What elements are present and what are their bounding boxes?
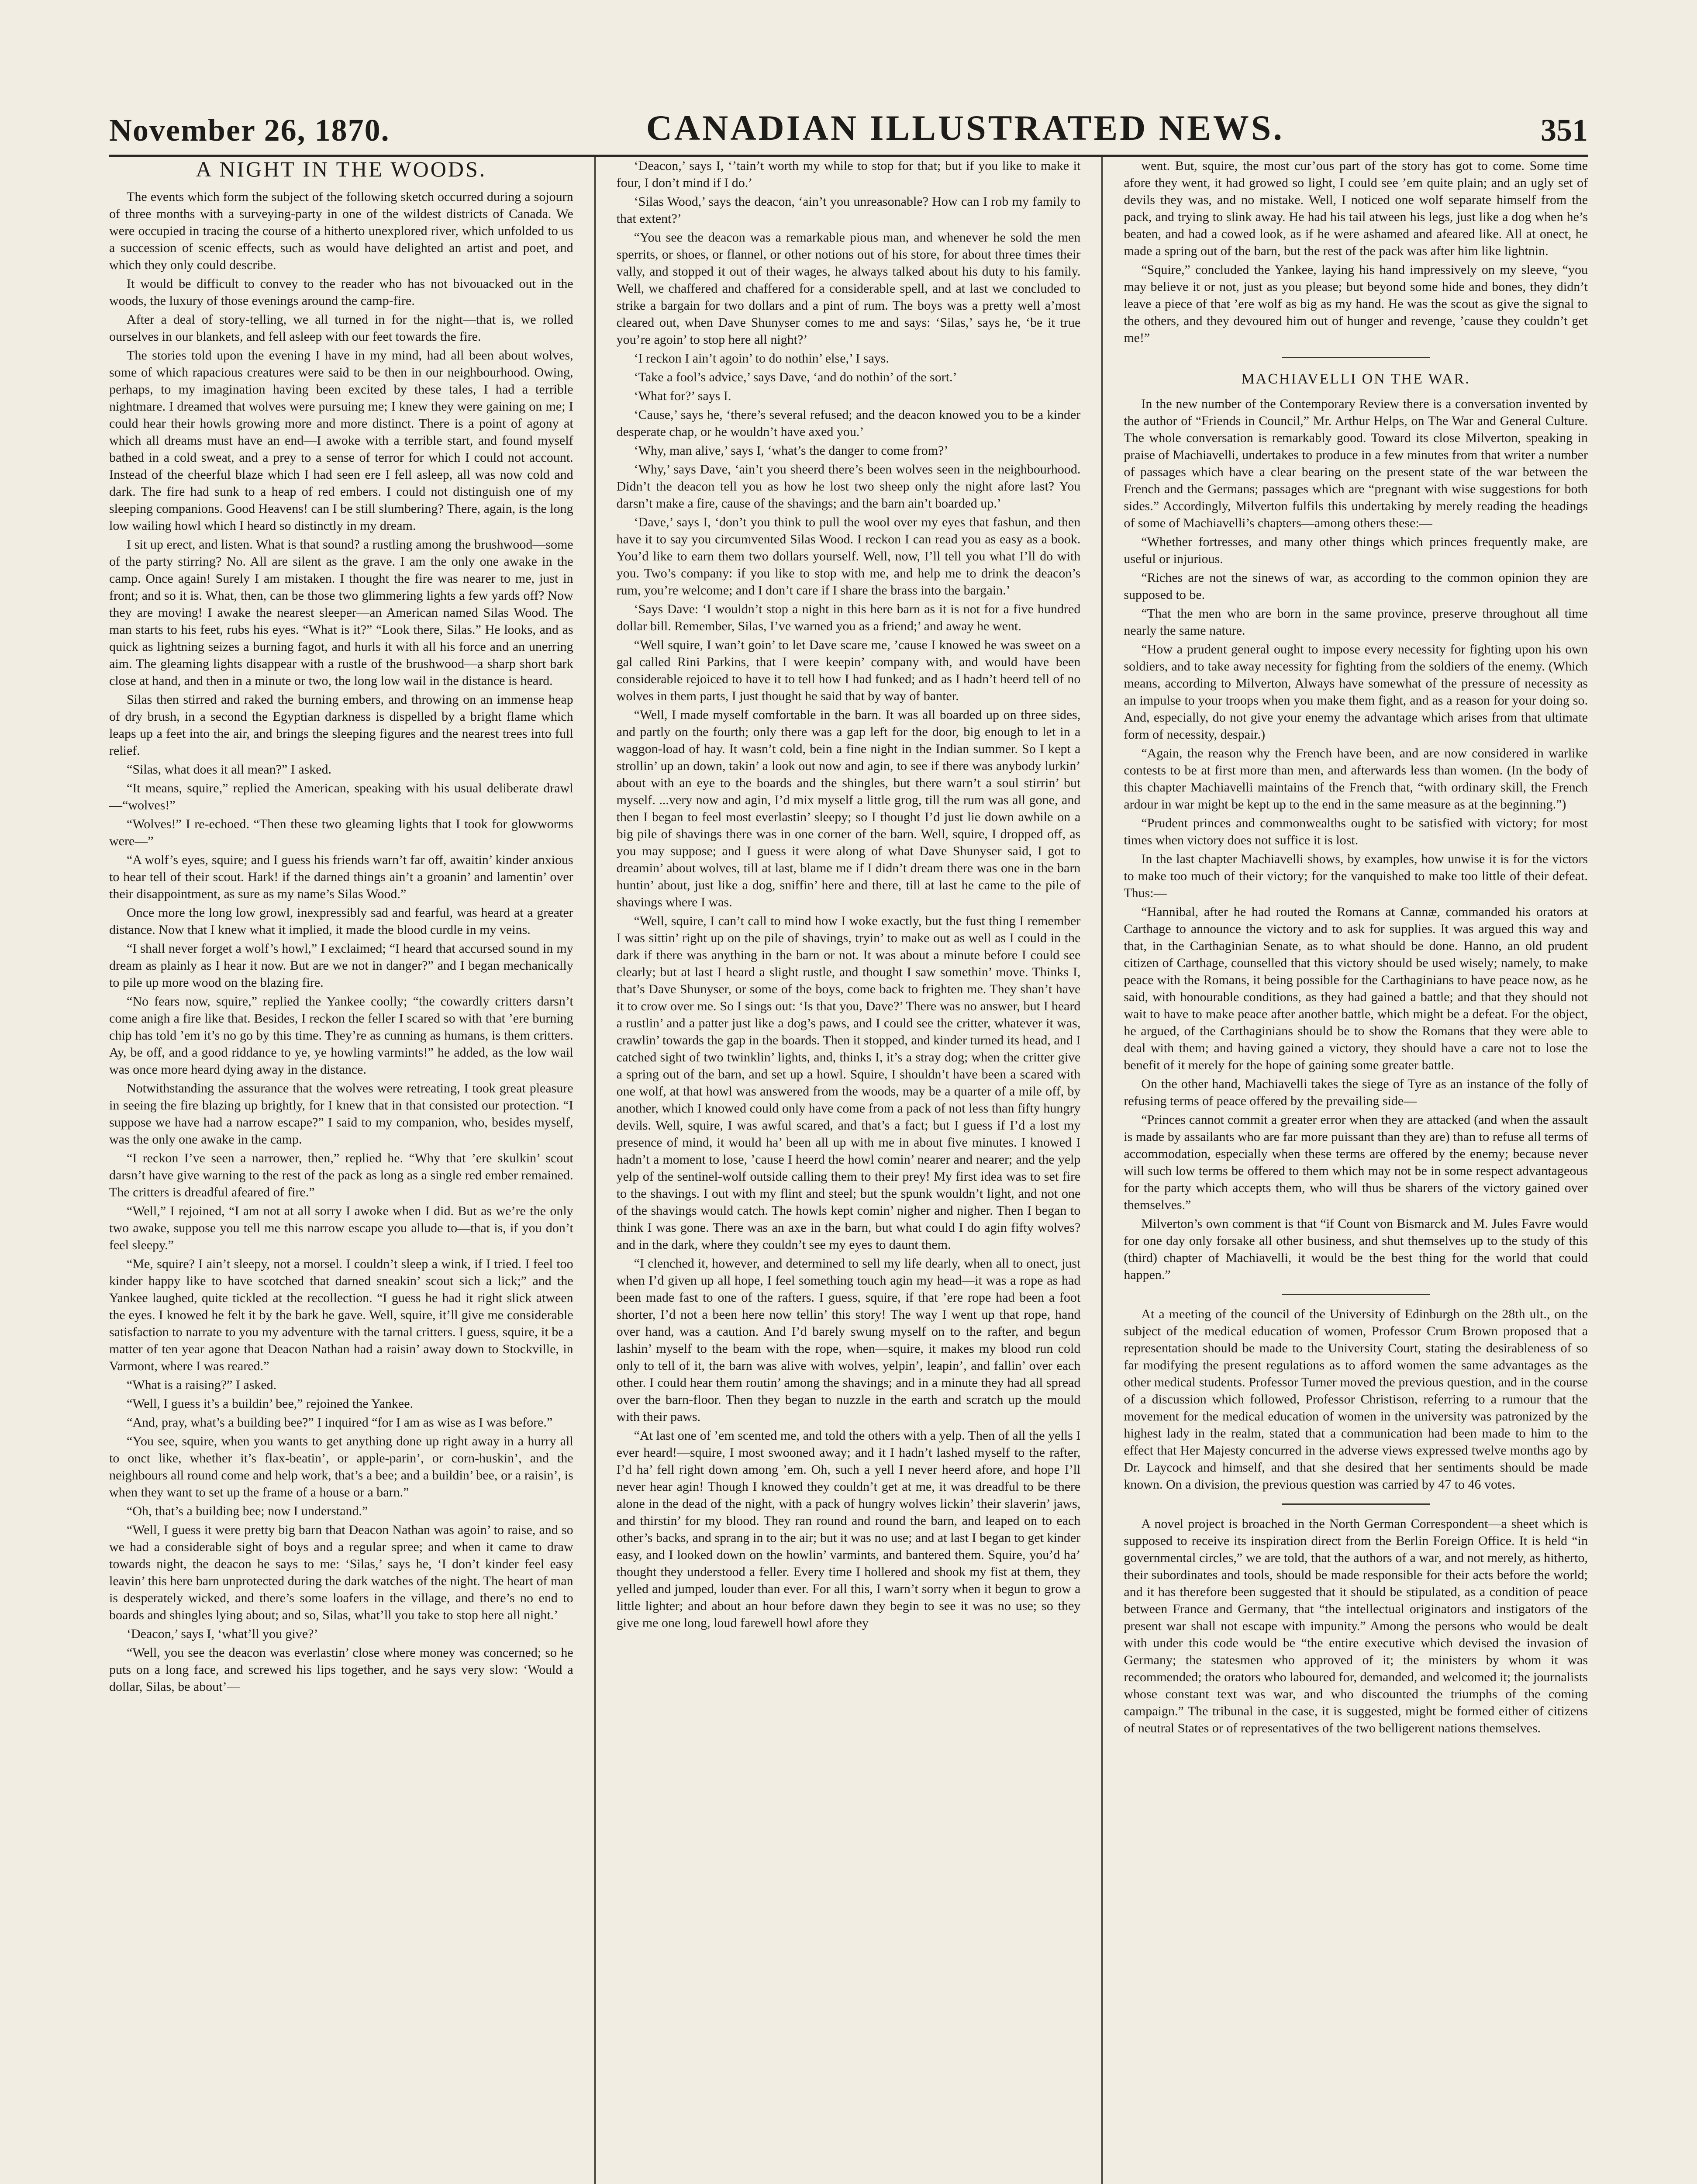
publication-title: CANADIAN ILLUSTRATED NEWS.: [646, 108, 1284, 148]
section-divider: [1282, 357, 1430, 358]
machiavelli-article: [1124, 395, 1588, 1283]
machiavelli-heading: MACHIAVELLI ON THE WAR.: [1241, 371, 1470, 387]
paragraph: “Me, squire? I ain’t sleepy, not a morsel. I couldn’t sleep a wink, if I tried. I feel too kinder happy like to have scotched that darned sneakin’ scout sich a lick;” and the Yankee laughed, quite tickled at the recollection. “I guess he had it right slick atween the eyes. I knowed he felt it by the bark he gave. Well, squire, it’ll give me considerable satisfaction to narrate to you my adventure with the tarnal critters. I guess, squire, it be a matter of ten year agone that Deacon Nathan had a raisin’ away down to Stockville, in Varmont, where I was reared.”: [109, 1257, 573, 1373]
paragraph: ‘Why,’ says Dave, ‘ain’t you sheerd there’s been wolves seen in the neighbourhood. Didn’t the deacon tell you as how he lost two sheep only the night afore last? You darsn’t make a fire, cause of the shavings; and the barn ain’t boarded up.’: [616, 462, 1081, 511]
paragraph: went. But, squire, the most cur’ous part of the story has got to come. Some time afore they went, it had growed so light, I could see ’em quite plain; and an ugly set of devils they was, and no mistake. Well, I noticed one wolf separate himself from the pack, and trying to slink away. He had his tail atween his legs, just like a dog when he’s beaten, and had a cowed look, as if he were ashamed and afeared like. All at onect, he made a spring out of the barn, but the rest of the pack was after him like lightnin.: [1124, 159, 1588, 258]
paragraph: ‘Deacon,’ says I, ‘’tain’t worth my while to stop for that; but if you like to make it four, I don’t mind if I do.’: [616, 159, 1081, 190]
paragraph: ‘Cause,’ says he, ‘there’s several refused; and the deacon knowed you to be a kinder desperate chap, or he wouldn’t have axed you.’: [616, 408, 1081, 439]
paragraph: “A wolf’s eyes, squire; and I guess his friends warn’t far off, awaitin’ kinder anxious to hear tell of their scout. Hark! if the darned things ain’t a groanin’ and lamentin’ over their disappointment, as sure as my name’s Silas Wood.”: [109, 853, 573, 901]
paragraph: It would be difficult to convey to the reader who has not bivouacked out in the woods, the luxury of those evenings around the camp-fire.: [109, 276, 573, 308]
paragraph: “Riches are not the sinews of war, as according to the common opinion they are supposed to be.: [1124, 570, 1588, 602]
paragraph: ‘Why, man alive,’ says I, ‘what’s the danger to come from?’: [634, 443, 949, 458]
article-columns: [109, 157, 1588, 2184]
paragraph: “Prudent princes and commonwealths ought to be satisfied with victory; for most times when victory does not suffice it is lost.: [1124, 816, 1588, 847]
paragraph: The stories told upon the evening I have in my mind, had all been about wolves, some of which rapacious creatures were said to be then in our neighbourhood. Owing, perhaps, to my imagination having been excited by these tales, I had a terrible nightmare. I dreamed that wolves were pursuing me; I knew they were gaining on me; I could hear their howls growing more and more distinct. There is a point of agony at which all dreams must have an end—I awoke with a terrible start, and found myself bathed in a cold sweat, and a prey to a sense of terror for which I could not account. Instead of the cheerful blaze which I had seen ere I fell asleep, all was now cold and dark. The fire had sunk to a heap of red embers. I could not distinguish one of my sleeping companions. Good Heavens! can I be still slumbering? There, again, is the long low wailing howl which I heard so distinctly in my dream.: [109, 348, 573, 533]
paragraph: “Well, squire, I can’t call to mind how I woke exactly, but the fust thing I remember I was sittin’ right up on the pile of shavings, tryin’ to make out as well as I could in the dark if there was anything in the barn or not. It was about a minute before I could see clearly; but at last I heard a slight rustle, and thought I saw somethin’ move. Thinks I, that’s Dave Shunyser, or some of the boys, come back to frighten me. They shan’t have it to crow over me. So I sings out: ‘Is that you, Dave?’ There was no answer, but I heard a rustlin’ and a patter just like a dog’s paws, and I could see the critter, whatever it was, crawlin’ towards the gap in the boards. Then it stopped, and kinder turned its head, and I catched sight of two twinklin’ lights, and, thinks I, it’s a stray dog; when the critter give a spring out of the barn, and set up a howl. Squire, I shouldn’t have been a scared with one wolf, at that howl was answered from the woods, may be a quarter of a mile off, by another, which I knowed could only have come from a pack of not less than fifty hungry devils. Well, squire, I was awful scared, and that’s a fact; but I guess if I’d a lost my presence of mind, it would ha’ been all up with me in about five minutes. I knowed I hadn’t a moment to lose, ’cause I heerd the howl comin’ nearer and nearer; and the yelp yelp of the sentinel-wolf outside calling them to their prey! My first idea was to set fire to the shavings. I out with my flint and steel; but the spunk wouldn’t light, and not one of the shavings would catch. The howls kept comin’ nigher and nigher. Then I began to think I was gone. There was an axe in the barn, but what could I do agin fifty wolves? and in the dark, where they couldn’t see my eyes to daunt them.: [616, 914, 1081, 1252]
paragraph: ‘Take a fool’s advice,’ says Dave, ‘and do nothin’ of the sort.’: [634, 370, 957, 384]
paragraph: “That the men who are born in the same province, preserve throughout all time nearly the same nature.: [1124, 606, 1588, 638]
paragraph: ‘Dave,’ says I, ‘don’t you think to pull the wool over my eyes that fashun, and then have it to say you circumvented Silas Wood. I reckon I can read you as easy as a book. You’d like to earn them two dollars yourself. Well, now, I’ll tell you what I’ll do with you. Two’s company: if you like to stop with me, and help me to drink the deacon’s rum, you’re welcome; and I don’t care if I share the brass into the bargain.’: [616, 515, 1081, 598]
paragraph: “Well, I guess it were pretty big barn that Deacon Nathan was agoin’ to raise, and so we had a considerable sight of boys and a regular spree; and when it came to draw towards night, the deacon he says to me: ‘Silas,’ says he, ‘I don’t kinder feel easy leavin’ this here barn unprotected during the dark watches of the night. The heart of man is desperately wicked, and there’s some loafers in the village, and there’s no end to boards and shingles lying about; and so, Silas, what’ll you take to stop here all night.’: [109, 1523, 573, 1622]
paragraph: In the new number of the Contemporary Review there is a conversation invented by the author of “Friends in Council,” Mr. Arthur Helps, on The War and General Culture. The whole conversation is remarkably good. Toward its close Milverton, speaking in praise of Machiavelli, undertakes to produce in a few minutes from that writer a number of passages which have a clear bearing on the present state of the war between the French and the Germans; passages which are “pregnant with wise suggestions for both sides.” Accordingly, Milverton fulfils this undertaking by merely reading the headings of some of Machiavelli’s chapters—among others these:—: [1124, 397, 1588, 530]
paragraph: “Hannibal, after he had routed the Romans at Cannæ, commanded his orators at Carthage to announce the victory and to ask for supplies. It was argued this way and that, in the Carthaginian Senate, as to what should be done. Hanno, an old prudent citizen of Carthage, counselled that this victory should be used wisely; namely, to make peace with the Romans, it being possible for the Carthaginians to have peace now, as he said, with honourable conditions, as they had gained a battle; and that they should not wait to have to make peace after another battle, which might be a defeat. For the object, he argued, of the Carthaginians should be to show the Romans that they were able to deal with them; and having gained a victory, they should have a care not to lose the benefit of it merely for the hope of gaining some greater battle.: [1124, 905, 1588, 1072]
tribunal-item: [1124, 1515, 1588, 1737]
paragraph: “I shall never forget a wolf’s howl,” I exclaimed; “I heard that accursed sound in my dream as plainly as I hear it now. But are we not in danger?” and I began mechanically to pile up more wood on the blazing fire.: [109, 941, 573, 990]
paragraph: “And, pray, what’s a building bee?” I inquired “for I am as wise as I was before.”: [127, 1415, 553, 1430]
paragraph: “How a prudent general ought to impose every necessity for fighting upon his own soldiers, and to take away necessity for fighting from the soldiers of the enemy. (Which means, according to Milverton, Always have somewhat of the pressure of necessity as an impulse to your troops when you make them fight, and as a reason for your doing so. And, especially, do not give your enemy the advantage which arises from that ultimate form of necessity, despair.): [1124, 642, 1588, 742]
paragraph: The events which form the subject of the following sketch occurred during a sojourn of three months with a surveying-party in one of the wildest districts of Canada. We were occupied in tracing the course of a hitherto unexplored river, which unfolded to us a succession of scenic effects, such as would have delighted an artist and poet, and which they only could describe.: [109, 190, 573, 272]
paragraph: Notwithstanding the assurance that the wolves were retreating, I took great pleasure in seeing the fire blazing up brightly, for I knew that in that consisted our protection. “I suppose we have had a narrow escape?” I said to my companion, who, besides myself, was the only one awake in the camp.: [109, 1081, 573, 1147]
paragraph: “Oh, that’s a building bee; now I understand.”: [127, 1504, 368, 1518]
paragraph: ‘Deacon,’ says I, ‘what’ll you give?’: [127, 1627, 318, 1641]
paragraph: “Whether fortresses, and many other things which princes frequently make, are useful or injurious.: [1124, 535, 1588, 566]
paragraph: “Well, I guess it’s a buildin’ bee,” rejoined the Yankee.: [127, 1396, 414, 1411]
paragraph: Milverton’s own comment is that “if Count von Bismarck and M. Jules Favre would for one day only forsake all other business, and shut themselves up to the study of this (third) chapter of Machiavelli, it would be the best thing for the world that could happen.”: [1124, 1216, 1588, 1282]
paragraph: “It means, squire,” replied the American, speaking with his usual deliberate drawl—“wolves!”: [109, 781, 573, 812]
paragraph: In the last chapter Machiavelli shows, by examples, how unwise it is for the victors to make too much of their victory; for the vanquished to make too little of their defeat. Thus:—: [1124, 852, 1588, 900]
column-3: [1101, 157, 1588, 2184]
paragraph: “I reckon I’ve seen a narrower, then,” replied he. “Why that ’ere skulkin’ scout darsn’t have give warning to the rest of the pack as long as a single red ember remained. The critters is dreadful afeared of fire.”: [109, 1151, 573, 1199]
column-1: [109, 157, 594, 2184]
paragraph: Once more the long low growl, inexpressibly sad and fearful, was heard at a greater distance. Now that I knew what it implied, it made the blood curdle in my veins.: [109, 905, 573, 937]
paragraph: At a meeting of the council of the University of Edinburgh on the 28th ult., on the subject of the medical education of women, Professor Crum Brown proposed that a representation should be made to the University Court, stating the desirableness of so far modifying the present regulations as to afford women the same advantages as the other medical students. Professor Turner moved the previous question, and in the course of a discussion which followed, Professor Christison, referring to a rumour that the movement for the medical education of women in the university was patronized by the highest lady in the realm, stated that a communication had been made to him to the effect that Her Majesty concurred in the adverse views expressed twelve months ago by Dr. Laycock and himself, and that she desired that her sentiments should be made known. On a division, the previous question was carried by 47 to 46 votes.: [1124, 1307, 1588, 1492]
paragraph: “At last one of ’em scented me, and told the others with a yelp. Then of all the yells I ever heard!—squire, I most swooned away; and it I hadn’t lashed myself to the rafter, I’d ha’ fell right down among ’em. Oh, such a yell I never heerd afore, and hope I’ll never hear agin! Though I knowed they couldn’t get at me, it was dreadful to be there alone in the dead of the night, with a pack of hungry wolves lickin’ their slaverin’ jaws, and thirstin’ for my blood. They ran round and round the barn, and leaped on to each other’s backs, and sprang in to the air; but it was no use; and at last I began to get kinder easy, and I looked down on the howlin’ varmints, and bantered them. Squire, you’d ha’ thought they understood a feller. Every time I hollered and shook my fist at them, they yelled and jumped, louder than ever. For all this, I warn’t sorry when it begun to grow a little lighter; and about an hour before dawn they begin to see it was no use; so they give me one long, loud farewell howl afore they: [616, 1428, 1081, 1630]
paragraph: “Well,” I rejoined, “I am not at all sorry I awoke when I did. But as we’re the only two awake, suppose you tell me this narrow escape you allude to—that is, if you don’t feel sleepy.”: [109, 1204, 573, 1252]
paragraph: A novel project is broached in the North German Correspondent—a sheet which is supposed to receive its inspiration direct from the Berlin Foreign Office. It is held “in governmental circles,” we are told, that the authors of a war, and not merely, as hitherto, their subordinates and tools, should be made responsible for their acts before the world; and it has therefore been suggested that it should be stipulated, as a condition of peace between France and Germany, that “the intellectual originators and instigators of the present war shall not escape with impunity.” Among the persons who would be dealt with under this code would be “the entire executive which devised the invasion of Germany; the statesmen who approved of it; the ministers by whom it was recommended; the orators who laboured for, demanded, and welcomed it; the journalists whose constant text was war, and who discounted the triumphs of the coming campaign.” The tribunal in the case, it is suggested, might be formed either of citizens of neutral States or of representatives of the two belligerent nations themselves.: [1124, 1517, 1588, 1735]
paragraph: ‘Says Dave: ‘I wouldn’t stop a night in this here barn as it is not for a five hundred dollar bill. Remember, Silas, I’ve warned you as a friend;’ and away he went.: [616, 602, 1081, 633]
paragraph: ‘What for?’ says I.: [634, 389, 731, 403]
story-body-part-1: [109, 188, 573, 1695]
column-2: [594, 157, 1102, 2184]
paragraph: “You see the deacon was a remarkable pious man, and whenever he sold the men sperrits, or shoes, or flannel, or other notions out of his store, for about three times their vally, and stopped it out of their wages, he always talked about his duty to his family. Well, we chaffered and chaffered for a considerable spell, and at last we concluded to strike a bargain for two dollars and a pint of rum. The boys was a pretty well a’most cleared out, when Dave Shunyser comes to me and says: ‘Silas,’ says he, ‘be it true you’re agoin’ to stop here all night?’: [616, 230, 1081, 347]
paragraph: I sit up erect, and listen. What is that sound? a rustling among the brushwood—some of the party stirring? No. All are silent as the grave. I am the only one awake in the camp. Once again! Surely I am mistaken. I thought the fire was nearer to me, just in front; and so it is. What, then, can be those two glimmering lights a few yards off? Now they are moving! I awake the nearest sleeper—an American named Silas Wood. The man starts to his feet, rubs his eyes. “What is it?” “Look there, Silas.” He looks, and as quick as lightning seizes a burning fagot, and hurls it with all his force and an unerring aim. The gleaming lights disappear with a rustle of the brushwood—a sharp short bark close at hand, and then in a minute or two, the long low wail in the distance is heard.: [109, 537, 573, 688]
paragraph: On the other hand, Machiavelli takes the siege of Tyre as an instance of the folly of refusing terms of peace offered by the prevailing side—: [1124, 1077, 1588, 1108]
section-divider: [1282, 1503, 1430, 1505]
paragraph: “Well squire, I wan’t goin’ to let Dave scare me, ’cause I knowed he was sweet on a gal called Rini Parkins, that I were keepin’ company with, and would have been considerable rejoiced to have it to tell how I had funked; and as I hadn’t heerd tell of no wolves in them parts, I just thought he said that by way of banter.: [616, 638, 1081, 703]
paragraph: After a deal of story-telling, we all turned in for the night—that is, we rolled ourselves in our blankets, and fell asleep with our feet towards the fire.: [109, 312, 573, 344]
story-body-part-2: [617, 157, 1081, 1631]
paragraph: “Silas, what does it all mean?” I asked.: [127, 762, 332, 777]
paragraph: “What is a raising?” I asked.: [127, 1378, 277, 1392]
page-number: 351: [1541, 113, 1588, 148]
paragraph: ‘I reckon I ain’t agoin’ to do nothin’ else,’ I says.: [634, 351, 889, 366]
paragraph: “Princes cannot commit a greater error when they are attacked (and when the assault is made by assailants who are far more puissant than they are) than to refuse all terms of accommodation, especially when these terms are offered by the enemy; because never will such low terms be offered to them which may not be in some respect advantageous for the party which accepts them, who will thus be sharers of the victory gained over themselves.”: [1124, 1113, 1588, 1212]
paragraph: “You see, squire, when you wants to get anything done up right away in a hurry all to onct like, whether it’s flax-beatin’, or apple-parin’, or corn-huskin’, and the neighbours all round come and help work, that’s a bee; and a buildin’ bee, or a raisin’, is when they want to set up the frame of a house or a barn.”: [109, 1434, 573, 1500]
paragraph: “Well, you see the deacon was everlastin’ close where money was concerned; so he puts on a long face, and screwed his lips together, and he says very slow: ‘Would a dollar, Silas, be about’—: [109, 1645, 573, 1694]
paragraph: “Wolves!” I re-echoed. “Then these two gleaming lights that I took for glowworms were—”: [109, 817, 573, 848]
section-divider: [1282, 1294, 1430, 1295]
paragraph: “I clenched it, however, and determined to sell my life dearly, when all to onect, just when I’d given up all hope, I feel something touch agin my head—it was a rope as had been made fast to one of the rafters. I guess, squire, if that ’ere rope had been a foot shorter, I’d not a been here now tellin’ this story! The way I went up that rope, hand over hand, was a caution. And I’d barely swung myself on to the rafter, and begun lashin’ myself to the beam with the rope, when—squire, it makes my blood run cold only to tell of it, the barn was alive with wolves, yelpin’, leapin’, and fallin’ over each other. I could hear them routin’ among the shavings; and in a minute they had all spread over the barn-floor. Then they began to nuzzle in the earth and scratch up the mould with their paws.: [616, 1256, 1081, 1424]
paragraph: “No fears now, squire,” replied the Yankee coolly; “the cowardly critters darsn’t come anigh a fire like that. Besides, I reckon the feller I scared so with that ’ere burning chip has told ’em it’s no go by this time. They’re as cunning as humans, is them critters. Ay, be off, and a good riddance to ye, ye howling varmints!” he added, as the low wail was once more heard dying away in the distance.: [109, 994, 573, 1077]
masthead: [109, 100, 1588, 157]
issue-date: November 26, 1870.: [109, 113, 390, 148]
story-headline: A NIGHT IN THE WOODS.: [196, 157, 487, 181]
story-conclusion: [1124, 157, 1588, 346]
paragraph: “Again, the reason why the French have been, and are now considered in warlike contests to be at first more than men, and afterwards less than women. (In the body of this chapter Machiavelli maintains of the French that, “with ordinary skill, the French ardour in war might be kept up to the end in the same measure as at the beginning.”): [1124, 746, 1588, 812]
edinburgh-item: [1124, 1306, 1588, 1493]
paragraph: Silas then stirred and raked the burning embers, and throwing on an immense heap of dry brush, in a second the Egyptian darkness is dispelled by a bright flame which leaps up a feet into the air, and brings the sleeping figures and the nearest trees into full relief.: [109, 692, 573, 758]
paragraph: “Well, I made myself comfortable in the barn. It was all boarded up on three sides, and partly on the fourth; only there was a gap left for the door, big enough to let in a waggon-load of hay. It wasn’t cold, bein a fine night in the Indian summer. So I kept a strollin’ up an down, takin’ a look out now and agin, to see if there was anybody lurkin’ about with an eye to the boards and the shingles, but there warn’t a soul stirrin’ but myself. ...very now and agin, I’d mix myself a little grog, till the rum was all gone, and then I began to feel most everlastin’ sleepy; so I thought I’d just lie down awhile on a big pile of shavings there was in one corner of the barn. Well, squire, I dropped off, as you may suppose; and I guess it were along of what Dave Shunyser said, I got to dreamin’ about wolves, till at last, blame me if I didn’t dream there was one in the barn huntin’ about, just like a dog, sniffin’ here and there, till at last he came to the pile of shavings where I was.: [616, 708, 1081, 909]
paragraph: “Squire,” concluded the Yankee, laying his hand impressively on my sleeve, “you may believe it or not, just as you please; but beyond some hide and bones, they didn’t leave a piece of that ’ere wolf as big as my hand. He was the scout as give the signal to the others, and they devoured him out of hunger and revenge, ’cause they couldn’t get me!”: [1124, 263, 1588, 345]
paragraph: ‘Silas Wood,’ says the deacon, ‘ain’t you unreasonable? How can I rob my family to that extent?’: [616, 194, 1081, 226]
